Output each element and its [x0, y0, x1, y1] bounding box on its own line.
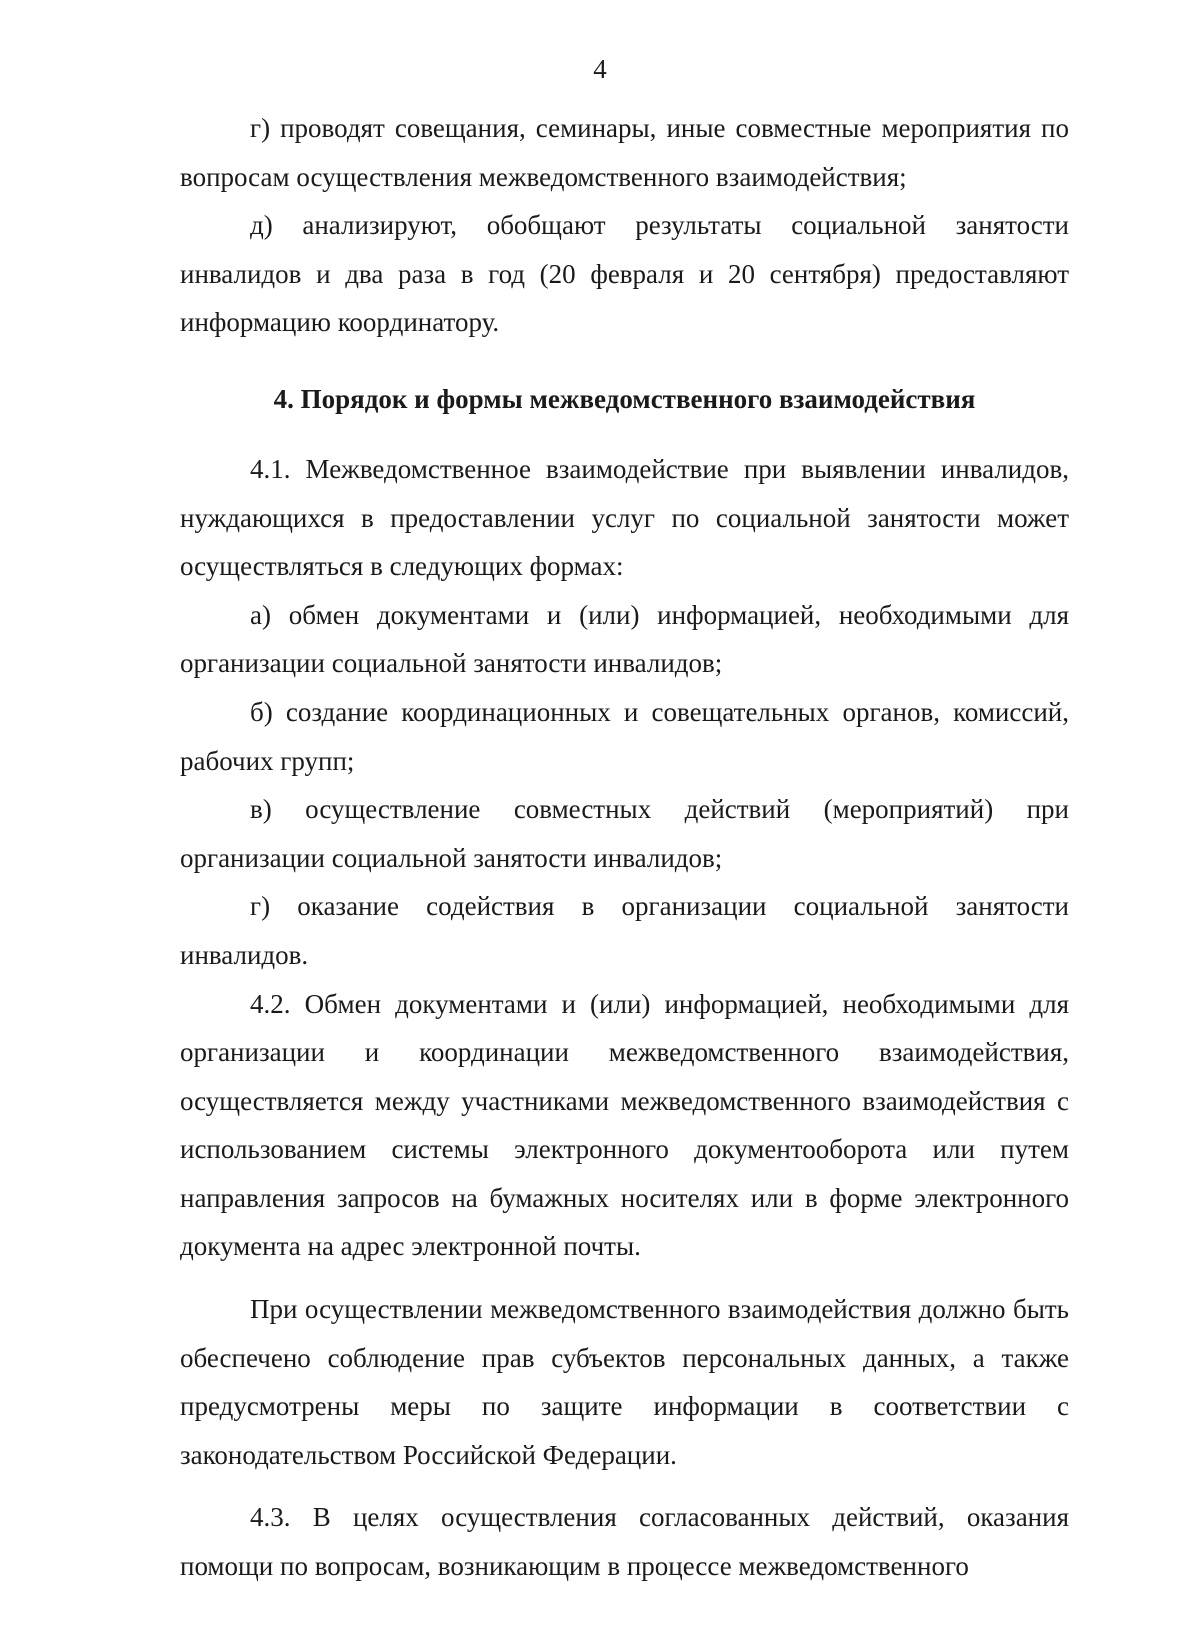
paragraph-v-joint-actions: в) осуществление совместных действий (мероприятий) при организации социальной занятости инвалидов; — [180, 794, 1069, 873]
paragraph-g-meetings: г) проводят совещания, семинары, иные совместные мероприятия по вопросам осуществления межведомственного взаимодействия; — [180, 113, 1069, 192]
paragraph-4-3: 4.3. В целях осуществления согласованных действий, оказания помощи по вопросам, возникающим в процессе межведомственного — [180, 1502, 1069, 1582]
paragraph-d-analysis: д) анализируют, обобщают результаты социальной занятости инвалидов и два раза в год (20 февраля и 20 сентября) предоставляют информацию координатору. — [180, 210, 1069, 338]
paragraph-a-exchange: а) обмен документами и (или) информацией, необходимыми для организации социальной занятости инвалидов; — [180, 599, 1069, 679]
paragraph-personal-data: При осуществлении межведомственного взаимодействия должно быть обеспечено соблюдение прав субъектов персональных данных, а также предусмотрены меры по защите информации в соответствии с законодательством Российской Федерации. — [180, 1294, 1069, 1470]
paragraph-4-2: 4.2. Обмен документами и (или) информацией, необходимыми для организации и координации межведомственного взаимодействия, осуществляется между участниками межведомственного взаимодействия с использованием системы электронного документооборота или путем направления запросов на бумажных носителях или в форме электронного документа на адрес электронной почты. — [180, 988, 1069, 1262]
section-heading: 4. Порядок и формы межведомственного взаимодействия — [273, 383, 976, 414]
page-number: 4 — [593, 54, 607, 84]
paragraph-4-1: 4.1. Межведомственное взаимодействие при выявлении инвалидов, нуждающихся в предоставлении услуг по социальной занятости может осуществляться в следующих формах: — [180, 453, 1069, 582]
paragraph-g-assistance: г) оказание содействия в организации социальной занятости инвалидов. — [180, 891, 1069, 970]
paragraph-b-bodies: б) создание координационных и совещательных органов, комиссий, рабочих групп; — [180, 696, 1069, 776]
document-body — [180, 104, 1069, 1591]
